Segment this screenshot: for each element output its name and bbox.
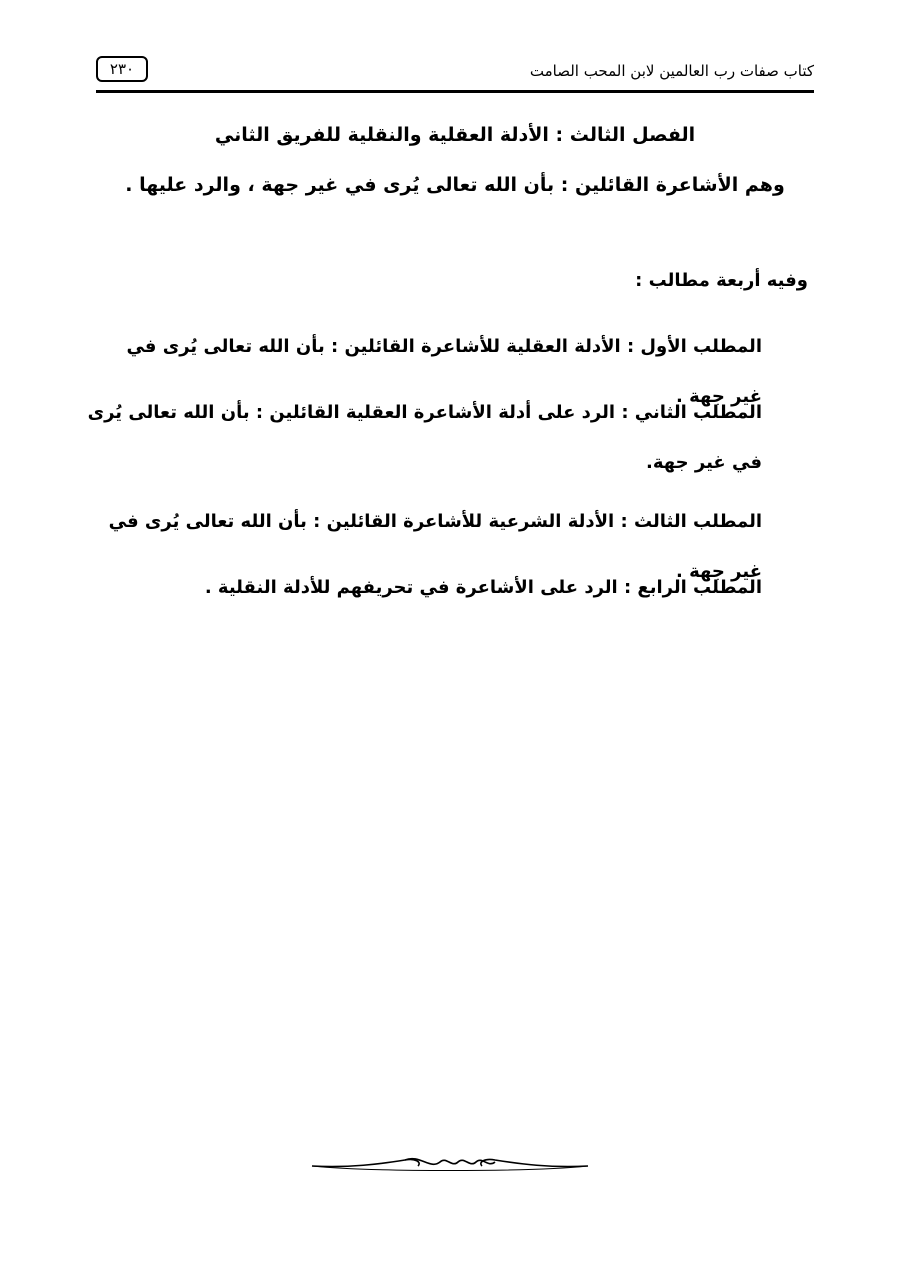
header-divider [96,90,814,93]
page-number: ٢٣٠ [96,56,148,82]
page-header [96,52,814,92]
book-title: كتاب صفات رب العالمين لابن المحب الصامت [529,62,814,80]
section-item-4: المطلب الرابع : الرد على الأشاعرة في تحريفهم للأدلة النقلية . [204,577,762,598]
sections-intro: وفيه أربعة مطالب : [635,270,808,291]
section-item-1: المطلب الأول : الأدلة العقلية للأشاعرة القائلين : بأن الله تعالى يُرى في غير جهة . [126,336,762,407]
chapter-title: الفصل الثالث : الأدلة العقلية والنقلية للفريق الثاني [214,124,696,146]
scroll-flourish-icon [310,1152,590,1176]
section-item-2: المطلب الثاني : الرد على أدلة الأشاعرة العقلية القائلين : بأن الله تعالى يُرى في غير جهة. [87,402,762,473]
section-item-3: المطلب الثالث : الأدلة الشرعية للأشاعرة القائلين : بأن الله تعالى يُرى في غير جهة . [108,511,762,582]
chapter-subtitle: وهم الأشاعرة القائلين : بأن الله تعالى يُرى في غير جهة ، والرد عليها . [125,174,785,196]
